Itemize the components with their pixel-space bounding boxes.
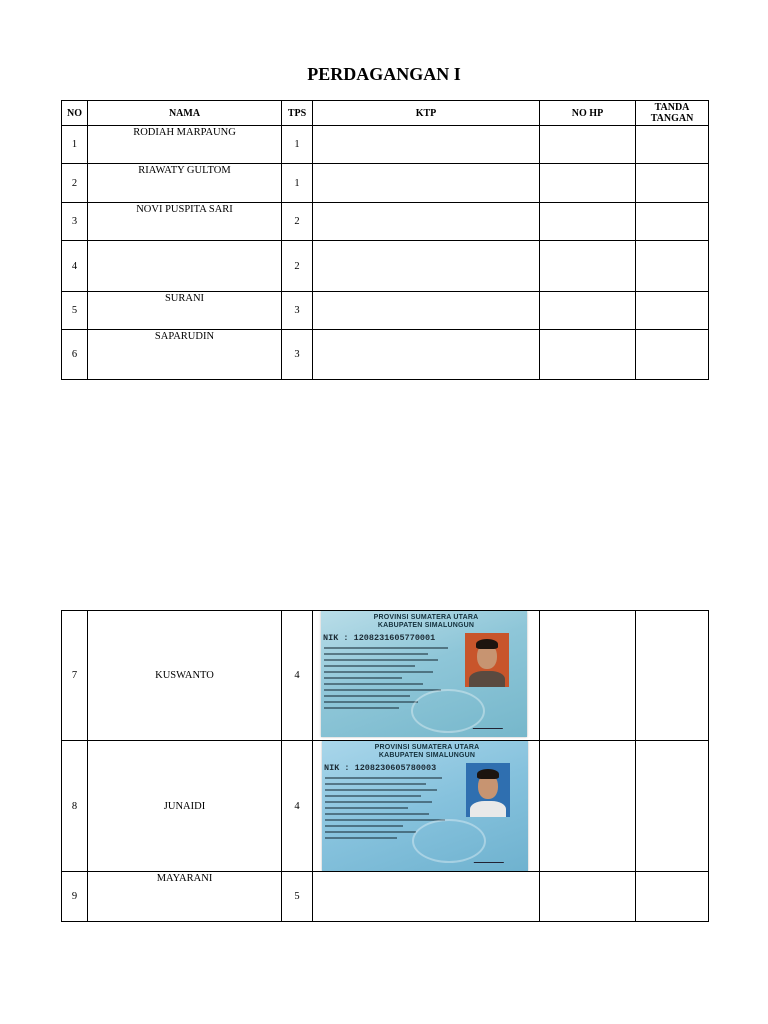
row-tanda-tangan — [636, 611, 709, 741]
table-row — [62, 872, 709, 922]
table-row — [62, 203, 709, 241]
ktp-card-regency: KABUPATEN SIMALUNGUN — [378, 752, 476, 759]
row-ktp — [313, 741, 540, 872]
ktp-card-header — [362, 744, 492, 760]
ktp-card-photo — [465, 633, 509, 687]
row-no: 4 — [62, 241, 88, 292]
table-row — [62, 330, 709, 380]
row-tanda-tangan — [636, 126, 709, 164]
ktp-card-province: PROVINSI SUMATERA UTARA — [374, 744, 480, 751]
row-nama: MAYARANI — [88, 872, 282, 922]
row-tanda-tangan — [636, 292, 709, 330]
table-row — [62, 741, 709, 872]
row-tanda-tangan — [636, 741, 709, 872]
row-tps: 2 — [282, 241, 313, 292]
row-tanda-tangan — [636, 203, 709, 241]
ktp-card-signature — [473, 716, 508, 729]
ktp-card-image — [321, 611, 527, 737]
row-ktp — [313, 126, 540, 164]
table-header-row — [62, 101, 709, 126]
table-row — [62, 126, 709, 164]
ktp-card-header — [361, 614, 491, 630]
row-ktp — [313, 872, 540, 922]
ktp-card-photo — [466, 763, 510, 817]
row-nama — [88, 241, 282, 292]
row-tps: 3 — [282, 292, 313, 330]
header-nama: NAMA — [88, 101, 282, 126]
row-tps: 1 — [282, 126, 313, 164]
row-tanda-tangan — [636, 241, 709, 292]
ktp-card-regency: KABUPATEN SIMALUNGUN — [377, 622, 475, 629]
page-title: PERDAGANGAN I — [307, 64, 461, 84]
row-nama: NOVI PUSPITA SARI — [88, 203, 282, 241]
row-no-hp — [540, 292, 636, 330]
row-no: 9 — [62, 872, 88, 922]
row-nama: RODIAH MARPAUNG — [88, 126, 282, 164]
table-row — [62, 292, 709, 330]
header-tanda-tangan: TANDA TANGAN — [636, 101, 709, 126]
row-tps: 5 — [282, 872, 313, 922]
row-no: 7 — [62, 611, 88, 741]
row-no: 6 — [62, 330, 88, 380]
row-nama: SURANI — [88, 292, 282, 330]
header-ktp: KTP — [313, 101, 540, 126]
row-tps: 1 — [282, 164, 313, 203]
ktp-card-nik: NIK : 1208230605780003 — [324, 763, 437, 773]
row-nama: RIAWATY GULTOM — [88, 164, 282, 203]
row-no-hp — [540, 203, 636, 241]
table-row — [62, 611, 709, 741]
row-tps: 2 — [282, 203, 313, 241]
row-no-hp — [540, 611, 636, 741]
row-no: 5 — [62, 292, 88, 330]
row-no-hp — [540, 241, 636, 292]
row-tanda-tangan — [636, 330, 709, 380]
row-ktp — [313, 241, 540, 292]
ktp-card-nik: NIK : 1208231605770001 — [323, 633, 436, 643]
header-tps: TPS — [282, 101, 313, 126]
row-nama: JUNAIDI — [88, 741, 282, 872]
table-row — [62, 164, 709, 203]
row-tps: 4 — [282, 611, 313, 741]
attendance-table-top — [61, 100, 709, 380]
table-row — [62, 241, 709, 292]
row-ktp — [313, 203, 540, 241]
row-no-hp — [540, 741, 636, 872]
row-ktp — [313, 330, 540, 380]
row-nama: KUSWANTO — [88, 611, 282, 741]
row-no-hp — [540, 126, 636, 164]
row-tanda-tangan — [636, 164, 709, 203]
row-no-hp — [540, 872, 636, 922]
header-no-hp: NO HP — [540, 101, 636, 126]
attendance-table-bottom — [61, 610, 709, 922]
row-no: 3 — [62, 203, 88, 241]
ktp-card-province: PROVINSI SUMATERA UTARA — [373, 614, 479, 621]
row-tps: 3 — [282, 330, 313, 380]
row-ktp — [313, 292, 540, 330]
ktp-card-signature — [474, 850, 509, 863]
row-no-hp — [540, 164, 636, 203]
row-no: 2 — [62, 164, 88, 203]
row-no-hp — [540, 330, 636, 380]
row-nama: SAPARUDIN — [88, 330, 282, 380]
ktp-card-image — [322, 741, 528, 871]
header-no: NO — [62, 101, 88, 126]
row-ktp — [313, 611, 540, 741]
row-tps: 4 — [282, 741, 313, 872]
row-tanda-tangan — [636, 872, 709, 922]
row-no: 8 — [62, 741, 88, 872]
row-no: 1 — [62, 126, 88, 164]
row-ktp — [313, 164, 540, 203]
